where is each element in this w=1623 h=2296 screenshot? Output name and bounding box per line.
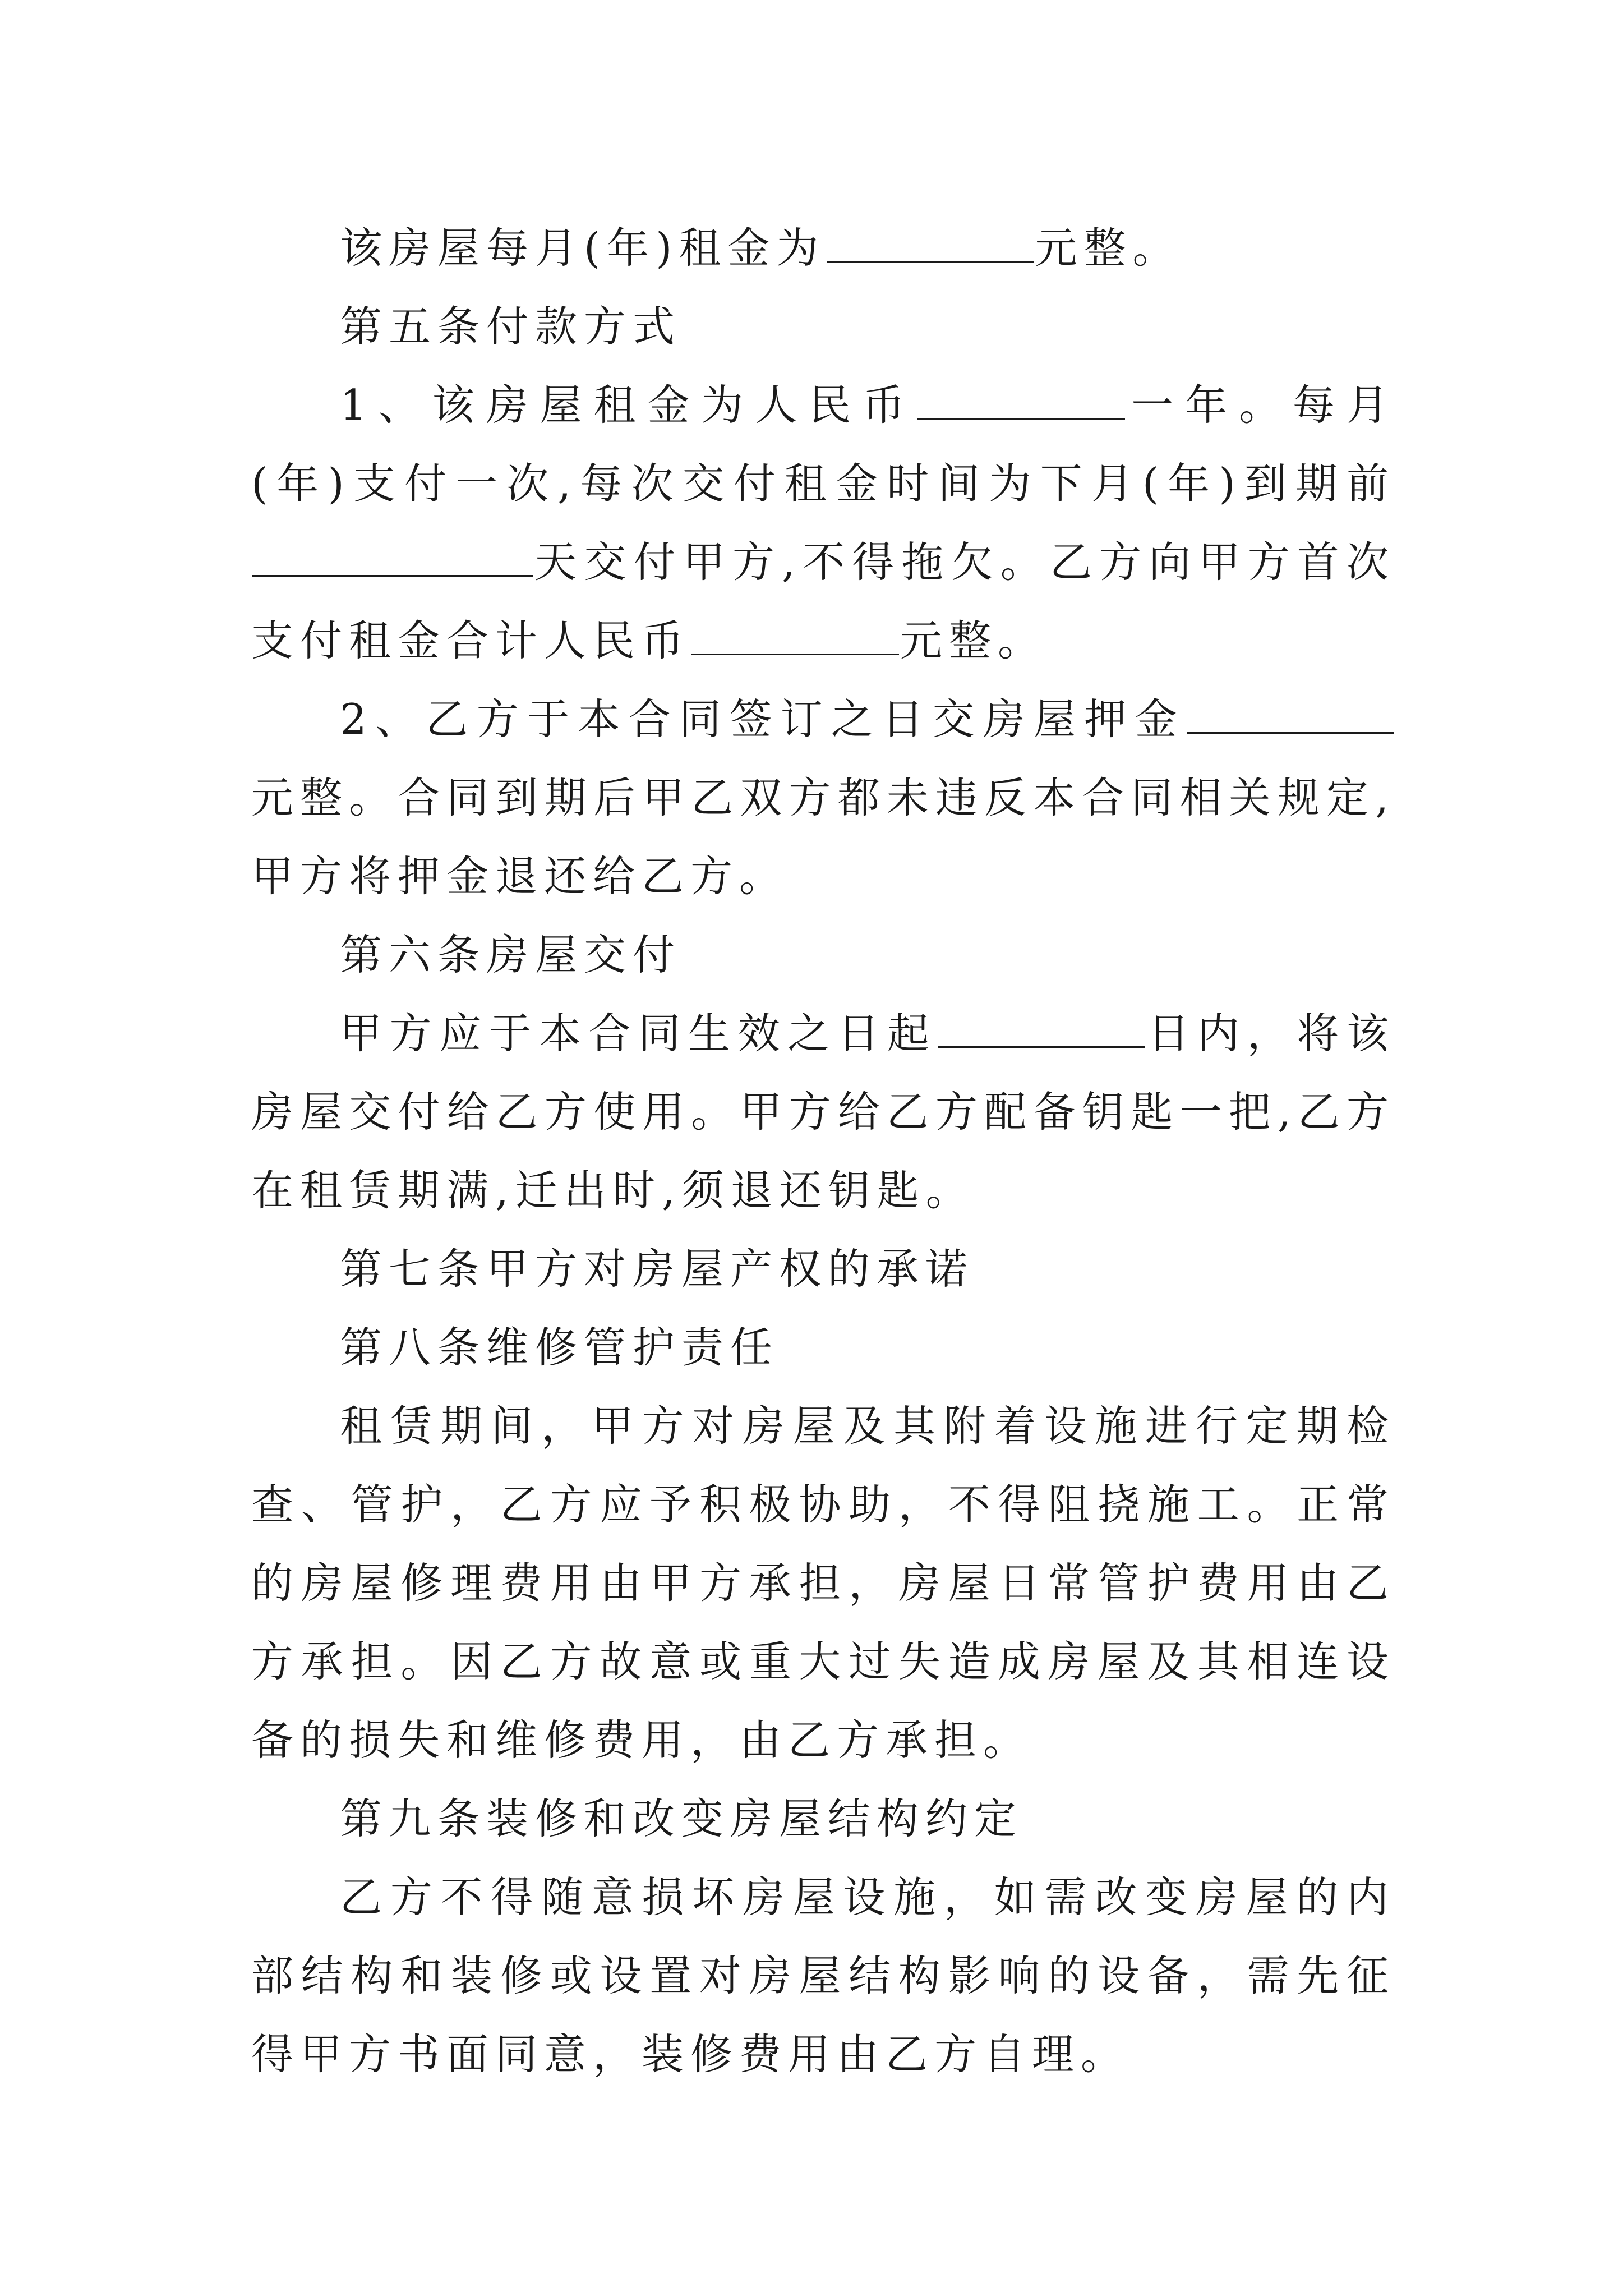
article-5-heading (251, 287, 1395, 366)
text-run: 第六条房屋交付 (340, 930, 682, 979)
text-run: 第八条维修管护责任 (340, 1323, 780, 1372)
text-run: 日内，将该房屋交付给乙方使用。甲方给乙方配备钥匙一把,乙方在租赁期满,迁出时,须退还钥匙。 (251, 1009, 1395, 1215)
text-run: 乙方不得随意损坏房屋设施，如需改变房屋的内部结构和装修或设置对房屋结构影响的设备，需先征得甲方书面同意，装修费用由乙方自理。 (251, 1872, 1395, 2079)
article-6-heading (251, 915, 1395, 994)
payment-clause-1 (251, 366, 1395, 680)
blank-line-rent-rmb (917, 379, 1125, 420)
text-run: 天交付甲方,不得拖欠。乙方向甲方首次支付租金合计人民币 (251, 537, 1395, 665)
blank-line-days-before (252, 536, 533, 577)
text-run: 该房屋每月(年)租金为 (340, 223, 826, 273)
text-run: 元整。 (1035, 223, 1182, 273)
maintenance-clause (251, 1387, 1395, 1779)
article-8-heading (251, 1308, 1395, 1387)
payment-clause-2 (251, 680, 1395, 915)
text-run: 元整。合同到期后甲乙双方都未违反本合同相关规定,甲方将押金退还给乙方。 (251, 773, 1395, 901)
text-run: 元整。 (900, 616, 1047, 665)
text-run: 甲方应于本合同生效之日起 (340, 1009, 937, 1058)
text-run: 第七条甲方对房屋产权的承诺 (340, 1244, 975, 1294)
text-run: 第九条装修和改变房屋结构约定 (340, 1794, 1023, 1843)
text-run: 第五条付款方式 (340, 302, 682, 351)
rent-amount-paragraph (251, 209, 1395, 287)
blank-line-delivery-days (938, 1007, 1145, 1048)
blank-line-monthly-rent (827, 222, 1034, 263)
text-run: 一年。每月(年)支付一次,每次交付租金时间为下月(年)到期前 (251, 380, 1395, 508)
blank-line-first-payment (691, 614, 899, 655)
article-7-heading (251, 1230, 1395, 1308)
text-run: 租赁期间，甲方对房屋及其附着设施进行定期检查、管护，乙方应予积极协助，不得阻挠施工。正常的房屋修理费用由甲方承担，房屋日常管护费用由乙方承担。因乙方故意或重大过失造成房屋及其相连设备的损失和维修费用，由乙方承担。 (251, 1401, 1395, 1765)
text-run: 2、乙方于本合同签订之日交房屋押金 (340, 694, 1186, 744)
delivery-clause (251, 994, 1395, 1230)
article-9-heading (251, 1779, 1395, 1858)
blank-line-deposit (1187, 693, 1394, 734)
document-page (251, 209, 1395, 2093)
text-run: 1、该房屋租金为人民币 (340, 380, 917, 430)
renovation-clause (251, 1858, 1395, 2093)
